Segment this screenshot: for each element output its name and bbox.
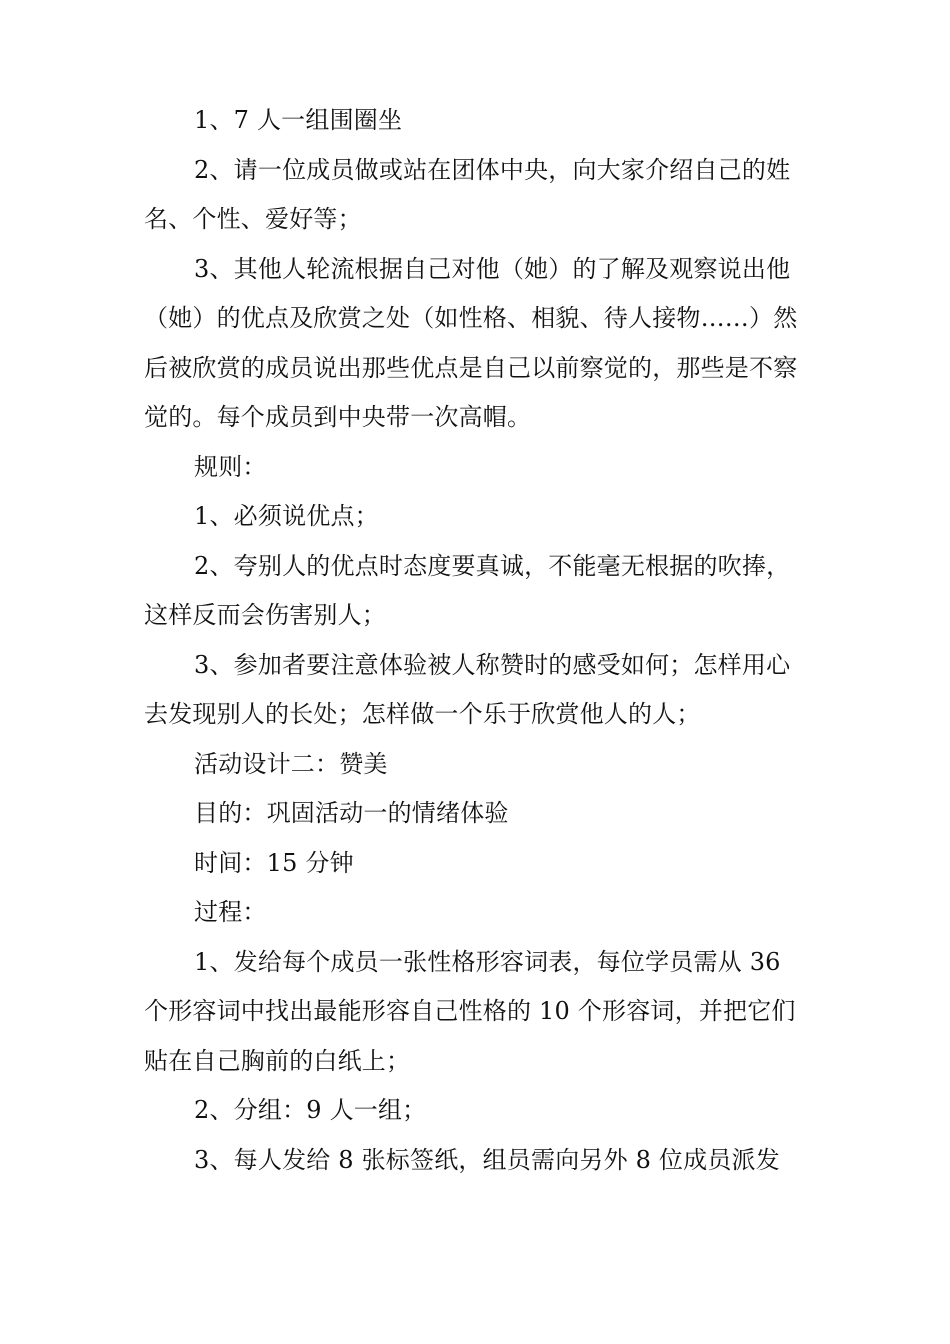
paragraph: 2、分组：9 人一组； bbox=[194, 1096, 427, 1124]
paragraph: 时间：15 分钟 bbox=[194, 848, 354, 877]
paragraph: 规则： bbox=[194, 452, 267, 481]
paragraph: 2、夸别人的优点时态度要真诚，不能毫无根据的吹捧，这样反而会伤害别人； bbox=[144, 551, 791, 629]
paragraph: 2、请一位成员做或站在团体中央，向大家介绍自己的姓名、个性、爱好等； bbox=[144, 155, 791, 233]
paragraph: 3、每人发给 8 张标签纸，组员需向另外 8 位成员派发 bbox=[194, 1145, 780, 1174]
paragraph: 过程： bbox=[194, 898, 267, 926]
section-heading: 活动设计二：赞美 bbox=[194, 749, 388, 778]
paragraph: 目的：巩固活动一的情绪体验 bbox=[194, 799, 509, 827]
paragraph: 1、必须说优点； bbox=[194, 502, 379, 530]
paragraph: 1、7 人一组围圈坐 bbox=[194, 106, 403, 134]
document-body bbox=[144, 96, 808, 1185]
paragraph: 3、参加者要注意体验被人称赞时的感受如何；怎样用心去发现别人的长处；怎样做一个乐于欣赏他人的人； bbox=[144, 650, 791, 728]
paragraph: 3、其他人轮流根据自己对他（她）的了解及观察说出他（她）的优点及欣赏之处（如性格、相貌、待人接物……）然后被欣赏的成员说出那些优点是自己以前察觉的，那些是不察觉的。每个成员到中央带一次高帽。 bbox=[144, 254, 798, 431]
paragraph: 1、发给每个成员一张性格形容词表，每位学员需从 36 个形容词中找出最能形容自己性格的 10 个形容词，并把它们贴在自己胸前的白纸上； bbox=[144, 947, 796, 1075]
